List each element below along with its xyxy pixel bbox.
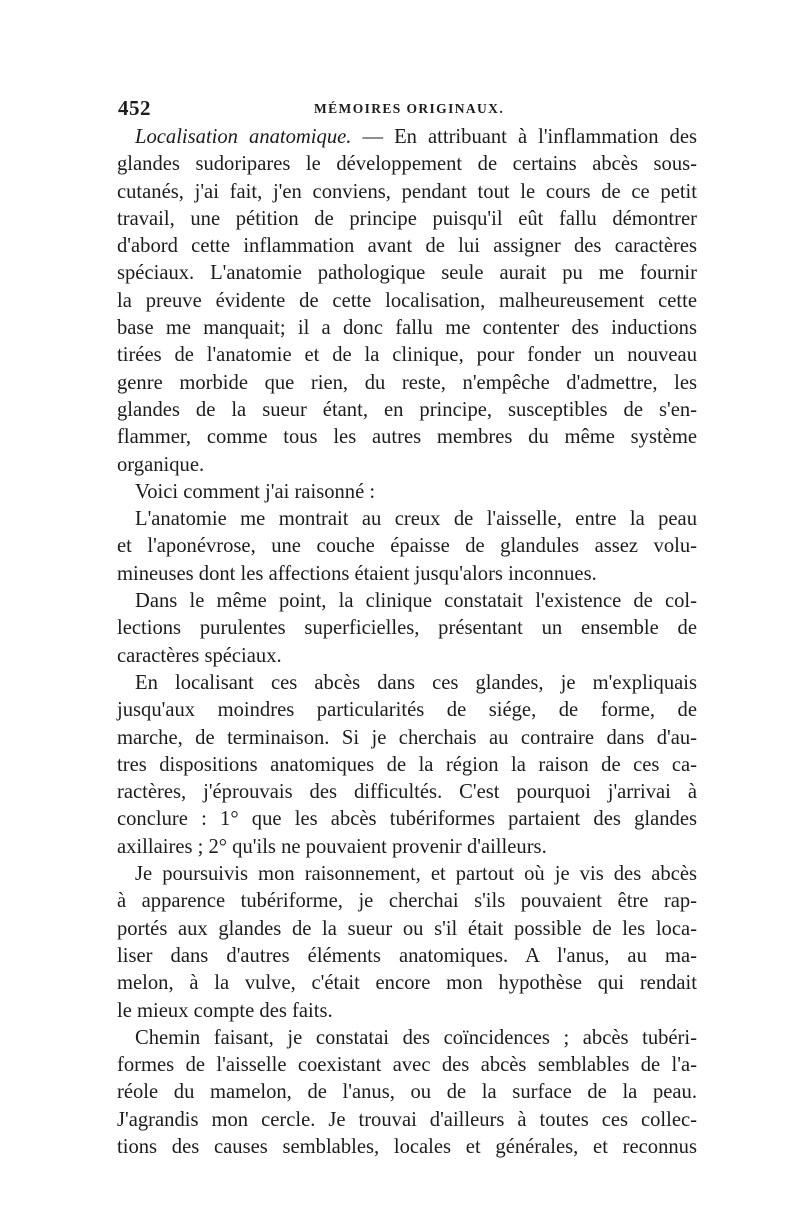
text-line: cutanés, j'ai fait, j'en conviens, pendant tout le cours de ce petit bbox=[117, 180, 697, 203]
text-line: flammer, comme tous les autres membres du même système bbox=[117, 426, 697, 449]
text-line: travail, une pétition de principe puisqu'il eût fallu démontrer bbox=[117, 207, 697, 230]
text-line: conclure : 1° que les abcès tubériformes partaient des glandes bbox=[117, 808, 697, 831]
text-line: melon, à la vulve, c'était encore mon hypothèse qui rendait bbox=[117, 972, 697, 995]
text-line: à apparence tubériforme, je cherchai s'ils pouvaient être rap- bbox=[117, 890, 697, 913]
text-line: glandes sudoripares le développement de certains abcès sous- bbox=[117, 153, 697, 176]
text-line: la preuve évidente de cette localisation, malheureusement cette bbox=[117, 289, 697, 312]
text-line: Dans le même point, la clinique constatait l'existence de col- bbox=[135, 590, 697, 613]
text-line: tirées de l'anatomie et de la clinique, pour fonder un nouveau bbox=[117, 344, 697, 367]
text-line: caractères spéciaux. bbox=[117, 644, 282, 667]
text-line-content: — En attribuant à l'inflammation des bbox=[351, 126, 697, 148]
body-text bbox=[117, 124, 697, 1161]
text-line: d'abord cette inflammation avant de lui assigner des caractères bbox=[117, 235, 697, 258]
section-heading-italic: Localisation anatomique. bbox=[135, 126, 352, 148]
running-title: MÉMOIRES ORIGINAUX. bbox=[314, 101, 505, 116]
page-header bbox=[118, 96, 698, 126]
text-line: base me manquait; il a donc fallu me contenter des inductions bbox=[117, 317, 697, 340]
text-line: L'anatomie me montrait au creux de l'aisselle, entre la peau bbox=[135, 508, 697, 531]
text-line: tres dispositions anatomiques de la région la raison de ces ca- bbox=[117, 753, 697, 776]
text-line: jusqu'aux moindres particularités de siége, de forme, de bbox=[117, 699, 697, 722]
text-line: marche, de terminaison. Si je cherchais au contraire dans d'au- bbox=[117, 726, 697, 749]
text-line: J'agrandis mon cercle. Je trouvai d'ailleurs à toutes ces collec- bbox=[117, 1108, 697, 1131]
text-line: ractères, j'éprouvais des difficultés. C'est pourquoi j'arrivai à bbox=[117, 781, 697, 804]
text-line: Voici comment j'ai raisonné : bbox=[135, 480, 376, 503]
text-line: En localisant ces abcès dans ces glandes, je m'expliquais bbox=[135, 671, 697, 694]
text-line: réole du mamelon, de l'anus, ou de la surface de la peau. bbox=[117, 1081, 697, 1104]
text-line: spéciaux. L'anatomie pathologique seule aurait pu me fournir bbox=[117, 262, 697, 285]
text-line bbox=[117, 124, 697, 151]
text-line: liser dans d'autres éléments anatomiques. A l'anus, au ma- bbox=[117, 944, 697, 967]
text-line: lections purulentes superficielles, présentant un ensemble de bbox=[117, 617, 697, 640]
text-line: tions des causes semblables, locales et générales, et reconnus bbox=[117, 1135, 697, 1158]
text-line: Je poursuivis mon raisonnement, et partout où je vis des abcès bbox=[135, 863, 697, 886]
text-line: et l'aponévrose, une couche épaisse de glandules assez volu- bbox=[117, 535, 697, 558]
text-line: organique. bbox=[117, 453, 205, 476]
text-line: portés aux glandes de la sueur ou s'il était possible de les loca- bbox=[117, 917, 697, 940]
page-number: 452 bbox=[118, 96, 151, 120]
text-line: genre morbide que rien, du reste, n'empêche d'admettre, les bbox=[117, 371, 697, 394]
text-line: axillaires ; 2° qu'ils ne pouvaient provenir d'ailleurs. bbox=[117, 835, 547, 858]
text-line: le mieux compte des faits. bbox=[117, 999, 333, 1022]
text-line: formes de l'aisselle coexistant avec des abcès semblables de l'a- bbox=[117, 1054, 697, 1077]
text-line: mineuses dont les affections étaient jusqu'alors inconnues. bbox=[117, 562, 597, 585]
text-line: Chemin faisant, je constatai des coïncidences ; abcès tubéri- bbox=[135, 1026, 697, 1049]
text-line: glandes de la sueur étant, en principe, susceptibles de s'en- bbox=[117, 398, 697, 421]
